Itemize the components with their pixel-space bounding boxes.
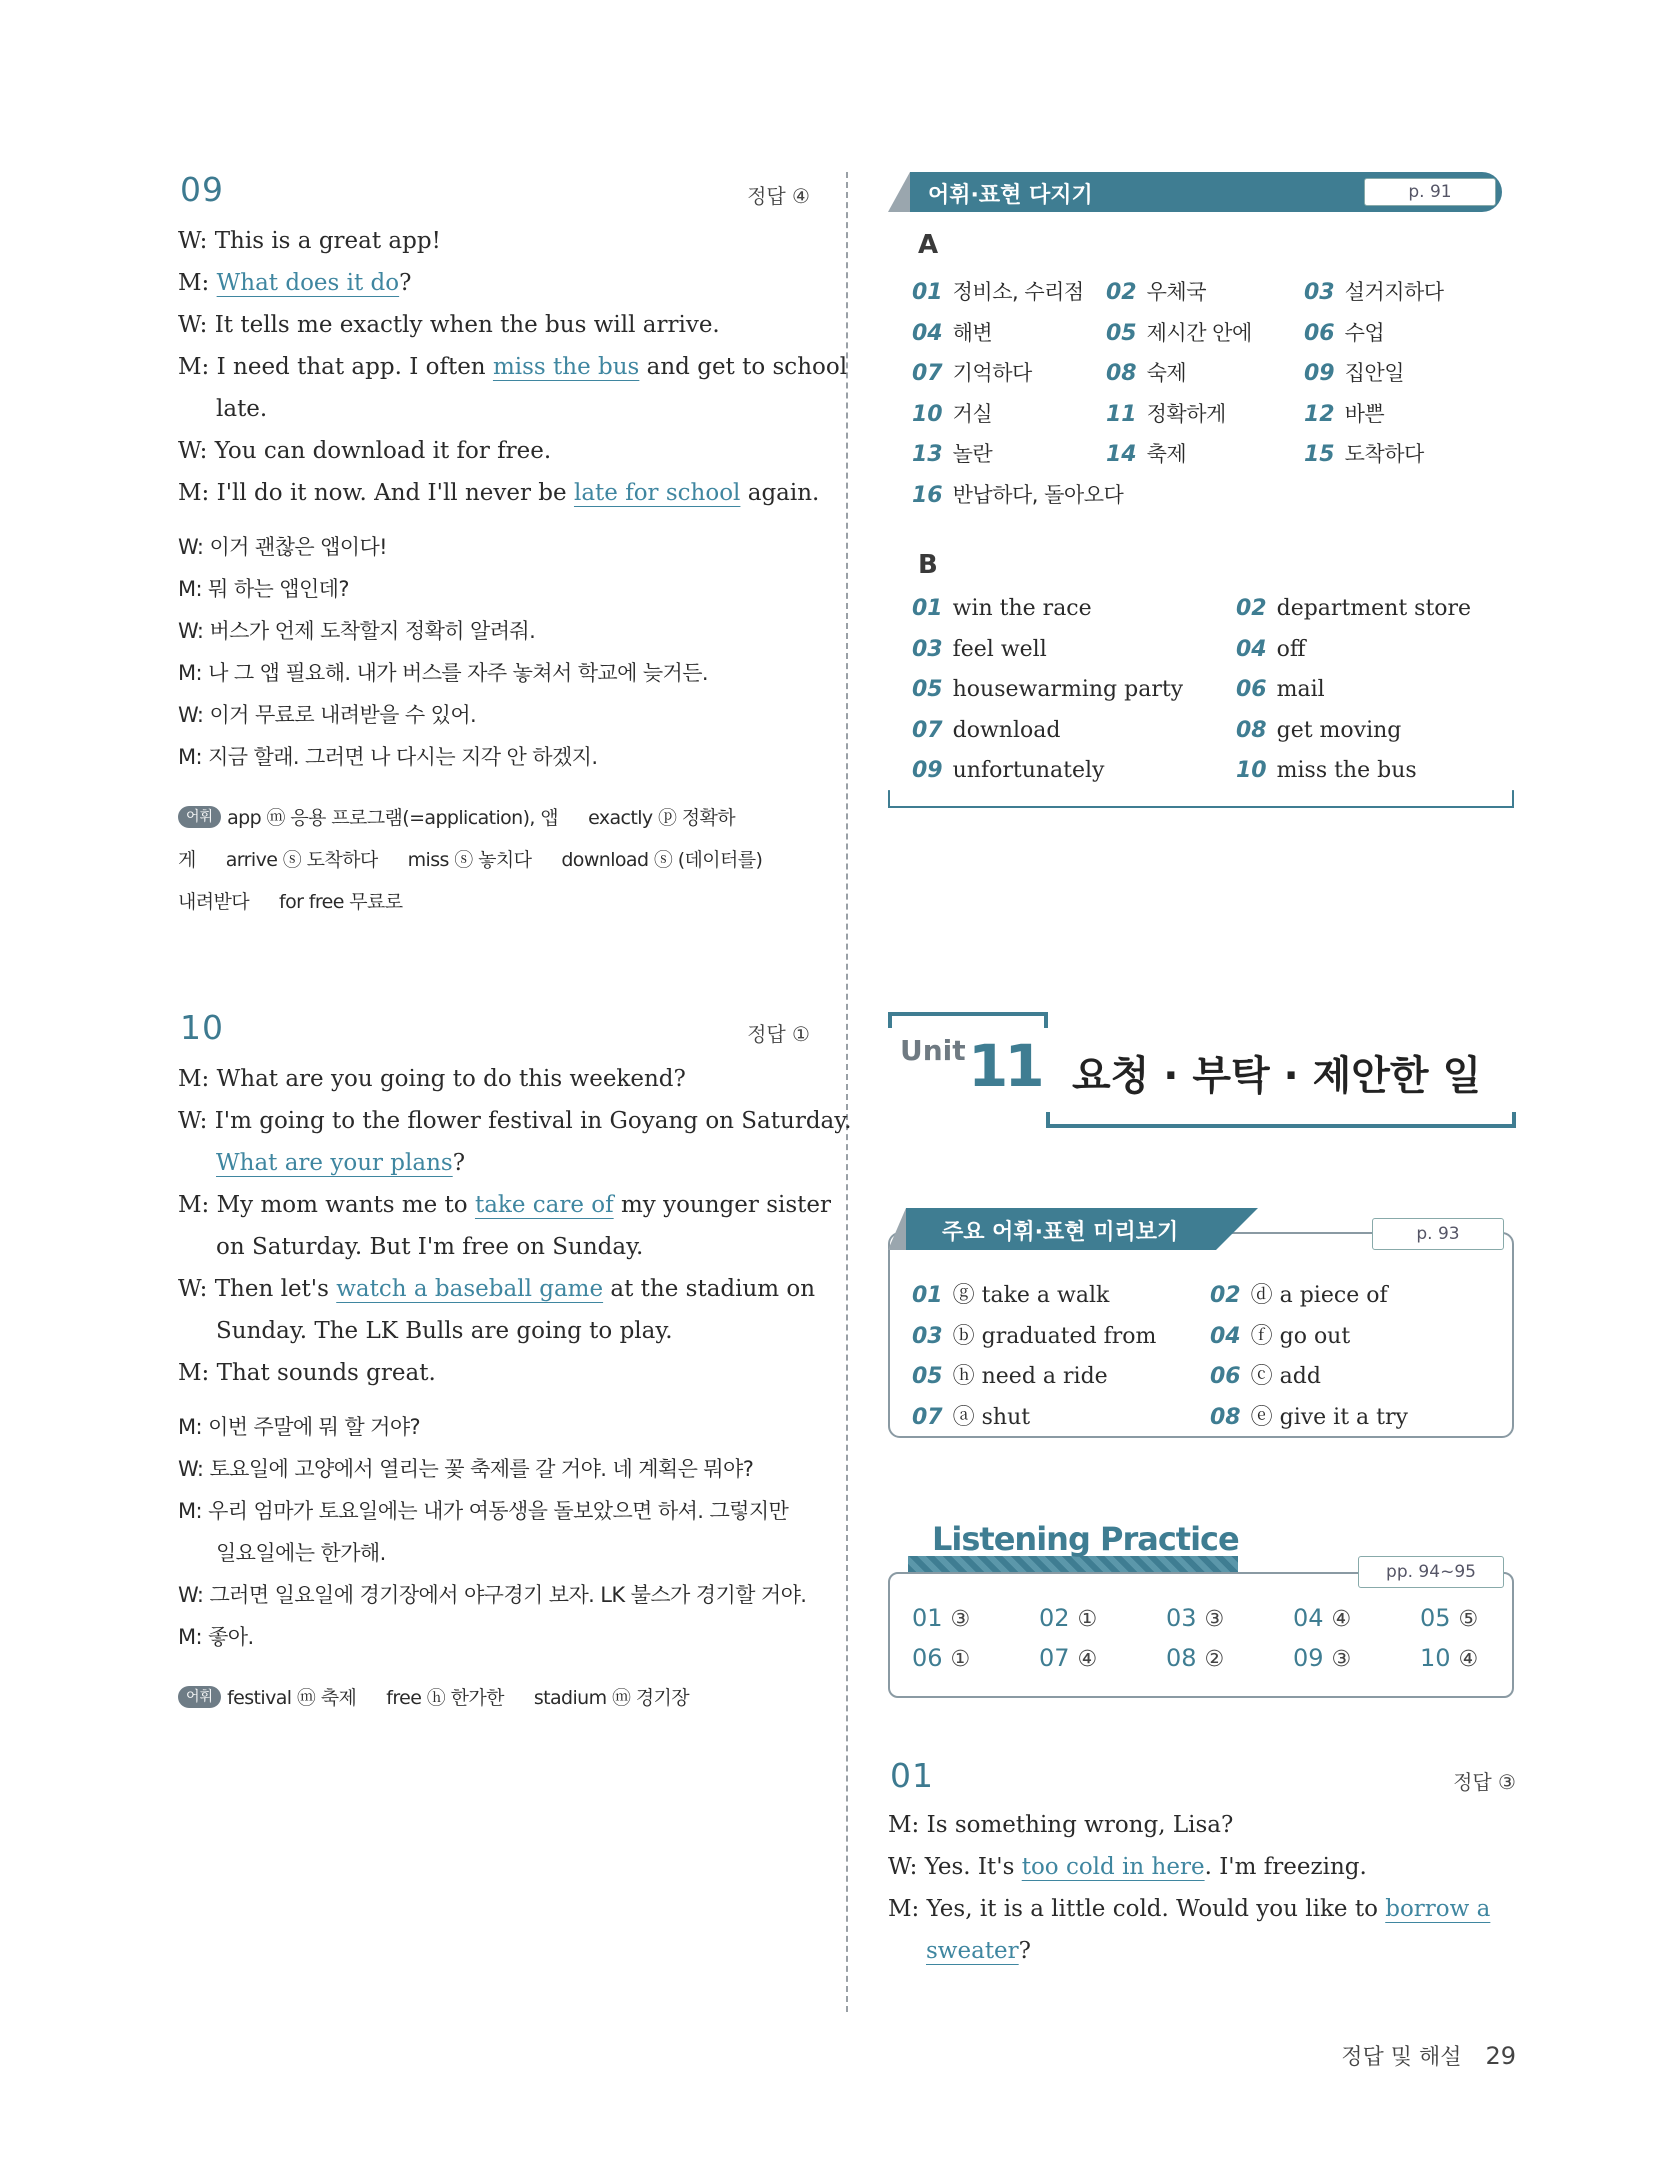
item-text: ⓗ need a ride [952, 1364, 1108, 1389]
item-text: win the race [952, 596, 1092, 621]
speaker-label: M: [178, 1192, 210, 1218]
dialogue-line [178, 394, 810, 436]
answer-item [1106, 438, 1186, 468]
answer-item [1106, 398, 1226, 428]
translation-text: 지금 할래. 그러면 나 다시는 지각 안 하겠지. [208, 745, 598, 769]
item-number: 08 [1106, 361, 1137, 386]
item-text: 숙제 [1146, 361, 1187, 385]
section-a-label: A [918, 230, 939, 260]
translation-line [178, 1496, 810, 1538]
dialogue-text: ? [1018, 1938, 1032, 1964]
speaker-label: M: [178, 577, 202, 601]
translation-text: 뭐 하는 앱인데? [208, 577, 349, 601]
dialogue-line [178, 310, 810, 352]
speaker-label: M: [178, 270, 210, 296]
page-reference: pp. 94~95 [1358, 1556, 1504, 1588]
speaker-label: W: [178, 703, 204, 727]
item-text: 집안일 [1344, 361, 1404, 385]
item-number: 08 [1236, 717, 1267, 743]
item-number: 05 [1106, 320, 1137, 346]
answer-item [912, 1359, 1108, 1390]
listening-answer [1039, 1604, 1097, 1632]
key-phrase: miss the bus [492, 354, 640, 380]
listening-answer [912, 1604, 970, 1632]
key-phrase: too cold in here [1021, 1854, 1205, 1880]
question-01-header [888, 1756, 1516, 1806]
vocabulary-item: free ⓗ 한가한 [386, 1687, 504, 1709]
preview-banner [906, 1208, 1216, 1250]
listening-answer [912, 1644, 970, 1672]
key-phrase: borrow a [1385, 1896, 1491, 1922]
dialogue-line [178, 1148, 810, 1190]
vocabulary-item: festival ⓜ 축제 [227, 1687, 357, 1709]
question-09-translation [178, 532, 810, 784]
item-number: 11 [1106, 401, 1137, 427]
item-text: 수업 [1344, 320, 1385, 345]
dialogue-text: I'll do it now. And I'll never be [216, 480, 574, 506]
item-number: 09 [1304, 361, 1335, 386]
vocabulary-item: stadium ⓜ 경기장 [533, 1687, 690, 1709]
translation-line [178, 700, 810, 742]
item-text: 제시간 안에 [1146, 320, 1252, 345]
vocabulary-badge: 어휘 [178, 806, 221, 828]
translation-text: 이번 주말에 뭐 할 거야? [208, 1415, 421, 1439]
dialogue-text: Yes. It's [924, 1854, 1022, 1880]
key-phrase: late for school [573, 480, 741, 506]
dialogue-text: What are you going to do this weekend? [216, 1066, 686, 1092]
answer-item [912, 438, 992, 468]
answer-item [912, 596, 1092, 621]
item-text: get moving [1276, 717, 1402, 743]
answer-item [1304, 398, 1384, 428]
dialogue-line [178, 1358, 810, 1400]
answer-item [912, 357, 1032, 387]
answer-mark: ② [1204, 1647, 1225, 1672]
speaker-label: M: [178, 1066, 210, 1092]
answer-item [912, 276, 1084, 306]
answer-item [1106, 317, 1252, 347]
item-number: 07 [912, 717, 943, 743]
answer-item [1236, 596, 1471, 621]
item-text: 우체국 [1146, 280, 1206, 304]
item-text: 축제 [1146, 442, 1187, 466]
translation-text: 버스가 언제 도착할지 정확히 알려줘. [209, 619, 536, 643]
answer-item [1236, 637, 1306, 662]
translation-line [178, 616, 810, 658]
item-number: 06 [912, 1644, 943, 1672]
item-number: 04 [1236, 636, 1267, 662]
translation-line [178, 1538, 810, 1580]
answer-label: 정답 ④ [747, 184, 810, 208]
answer-item [1304, 438, 1424, 468]
item-number: 16 [912, 482, 943, 508]
section-b-label: B [918, 550, 938, 580]
item-number: 04 [1293, 1604, 1324, 1632]
speaker-label: M: [178, 1499, 202, 1523]
unit-header [888, 1012, 1516, 1136]
dialogue-line [178, 478, 820, 520]
dialogue-line [178, 1064, 810, 1106]
dialogue-text: and get to school [639, 354, 848, 380]
vocabulary-item: app ⓜ 응용 프로그램(=application), 앱 [227, 807, 559, 829]
item-text: 바쁜 [1344, 401, 1385, 426]
answer-mark: ④ [1077, 1647, 1098, 1672]
answer-item [1304, 357, 1404, 387]
item-number: 02 [1106, 280, 1137, 305]
item-number: 01 [912, 596, 943, 621]
item-number: 05 [1420, 1604, 1451, 1632]
speaker-label: M: [178, 745, 202, 769]
translation-line [178, 1622, 810, 1664]
speaker-label: W: [178, 1583, 204, 1607]
column-divider [846, 172, 848, 2012]
dialogue-text: Is something wrong, Lisa? [926, 1812, 1234, 1838]
speaker-label: W: [178, 228, 208, 254]
key-phrase: sweater [926, 1938, 1019, 1964]
speaker-label: M: [888, 1812, 920, 1838]
vocab-review-title: 어휘·표현 다지기 [928, 183, 1093, 208]
dialogue-text: Then let's [214, 1276, 337, 1302]
item-text: 놀란 [952, 442, 993, 466]
speaker-label: W: [178, 312, 208, 338]
item-number: 07 [1039, 1644, 1070, 1672]
answer-mark: ① [1077, 1607, 1098, 1632]
translation-line [178, 1580, 810, 1622]
listening-wave-decoration [908, 1556, 1238, 1572]
speaker-label: M: [178, 480, 210, 506]
translation-line [178, 574, 810, 616]
answer-item [1106, 276, 1206, 306]
unit-title: 요청 · 부탁 · 제안한 일 [1072, 1053, 1482, 1099]
page-number: 29 [1485, 2042, 1516, 2070]
item-number: 03 [912, 1323, 943, 1349]
translation-text: 나 그 앱 필요해. 내가 버스를 자주 놓쳐서 학교에 늦거든. [208, 661, 708, 685]
item-number: 01 [912, 280, 943, 305]
item-number: 01 [912, 1604, 943, 1632]
dialogue-text: . I'm freezing. [1204, 1854, 1367, 1880]
speaker-label: W: [178, 1457, 204, 1481]
listening-answer [1420, 1604, 1478, 1632]
key-phrase: What are your plans [216, 1150, 453, 1176]
page-reference: p. 93 [1372, 1218, 1504, 1250]
answer-item [1304, 317, 1384, 347]
item-number: 08 [1166, 1644, 1197, 1672]
dialogue-line [888, 1810, 1516, 1852]
question-09-dialogue [178, 226, 848, 520]
speaker-label: M: [888, 1896, 920, 1922]
dialogue-line [178, 1274, 816, 1316]
speaker-label: W: [888, 1854, 918, 1880]
vocabulary-item: 내려받다 [178, 891, 250, 913]
vocabulary-line [178, 880, 810, 922]
dialogue-text: It tells me exactly when the bus will arrive. [214, 312, 720, 338]
dialogue-text: again. [740, 480, 820, 506]
speaker-label: W: [178, 1108, 208, 1134]
answer-item [1210, 1400, 1408, 1431]
banner-triangle [888, 1208, 906, 1250]
listening-practice-title: Listening Practice [932, 1520, 1239, 1558]
listening-answer [1293, 1644, 1351, 1672]
answer-item [1236, 758, 1417, 783]
item-text: department store [1276, 596, 1472, 621]
translation-text: 이거 괜찮은 앱이다! [209, 535, 387, 559]
answer-item [912, 1319, 1156, 1350]
translation-text: 우리 엄마가 토요일에는 내가 여동생을 돌보았으면 하셔. 그렇지만 [208, 1499, 789, 1523]
translation-text: 이거 무료로 내려받을 수 있어. [209, 703, 477, 727]
speaker-label: M: [178, 1415, 202, 1439]
dialogue-line [178, 1232, 810, 1274]
answer-item [912, 718, 1060, 743]
translation-line [178, 1412, 810, 1454]
speaker-label: M: [178, 1625, 202, 1649]
item-text: 기억하다 [952, 361, 1032, 385]
dialogue-line [178, 226, 810, 268]
listening-answer [1039, 1644, 1097, 1672]
key-phrase: watch a baseball game [336, 1276, 604, 1302]
answer-item [912, 1278, 1109, 1309]
answer-label: 정답 ③ [1453, 1770, 1516, 1794]
answer-item [912, 479, 1123, 509]
vocabulary-badge: 어휘 [178, 1686, 221, 1708]
dialogue-line [178, 1106, 852, 1148]
vocab-review-banner [888, 172, 1516, 212]
answer-item [1304, 276, 1444, 306]
translation-text: 좋아. [208, 1625, 254, 1649]
translation-text: 그러면 일요일에 경기장에서 야구경기 보자. LK 불스가 경기할 거야. [209, 1583, 807, 1607]
vocabulary-line [178, 796, 810, 838]
unit-bracket-bottom [1046, 1112, 1516, 1128]
item-number: 06 [1236, 677, 1267, 702]
footer-label: 정답 및 해설 [1341, 2045, 1462, 2070]
vocabulary-item: arrive ⓢ 도착하다 [225, 849, 378, 871]
listening-answer [1166, 1644, 1224, 1672]
preview-title: 주요 어휘·표현 미리보기 [942, 1220, 1179, 1245]
item-text: ⓔ give it a try [1250, 1404, 1408, 1430]
answer-item [1210, 1359, 1321, 1390]
translation-text: 일요일에는 한가해. [216, 1541, 386, 1565]
dialogue-line [178, 1190, 831, 1232]
item-number: 04 [1210, 1323, 1241, 1349]
answer-item [1106, 357, 1186, 387]
item-number: 05 [912, 677, 943, 702]
item-text: download [952, 717, 1061, 743]
speaker-label: W: [178, 438, 208, 464]
item-text: ⓑ graduated from [952, 1323, 1157, 1349]
question-01-dialogue [888, 1810, 1516, 1978]
item-number: 08 [1210, 1404, 1241, 1430]
vocabulary-item: for free 무료로 [279, 891, 403, 913]
item-text: 정비소, 수리점 [952, 280, 1084, 304]
item-text: miss the bus [1276, 758, 1417, 783]
item-number: 09 [1293, 1644, 1324, 1672]
key-phrase: take care of [474, 1192, 614, 1218]
item-text: 정확하게 [1146, 401, 1226, 426]
item-text: ⓐ shut [952, 1404, 1031, 1430]
item-number: 12 [1304, 401, 1335, 427]
vocabulary-line [178, 1676, 810, 1718]
item-number: 05 [912, 1364, 943, 1389]
item-number: 10 [1236, 758, 1267, 783]
item-text: ⓕ go out [1250, 1323, 1351, 1349]
question-number: 10 [180, 1008, 224, 1047]
listening-answer [1166, 1604, 1224, 1632]
question-number: 01 [890, 1756, 934, 1795]
speaker-label: M: [178, 1360, 210, 1386]
speaker-label: M: [178, 354, 210, 380]
listening-answer [1293, 1604, 1351, 1632]
item-text: ⓒ add [1250, 1364, 1321, 1389]
item-text: 반납하다, 돌아오다 [952, 482, 1124, 507]
translation-line [178, 1454, 810, 1496]
speaker-label: M: [178, 661, 202, 685]
answer-mark: ③ [1204, 1607, 1225, 1632]
dialogue-text: ? [452, 1150, 466, 1176]
item-number: 03 [912, 636, 943, 662]
unit-bracket-top [888, 1012, 1048, 1028]
translation-text: 토요일에 고양에서 열리는 꽃 축제를 갈 거야. 네 계획은 뭐야? [209, 1457, 754, 1481]
listening-frame [888, 1572, 1514, 1698]
dialogue-line [888, 1936, 1516, 1978]
answer-mark: ③ [1331, 1647, 1352, 1672]
translation-line [178, 658, 810, 700]
item-text: feel well [952, 636, 1047, 662]
answer-item [912, 637, 1047, 662]
banner-tail [1216, 1208, 1258, 1250]
item-number: 15 [1304, 442, 1335, 467]
item-text: ⓖ take a walk [952, 1283, 1110, 1308]
vocabulary-item: download ⓢ (데이터를) [561, 849, 763, 871]
answer-mark: ④ [1458, 1647, 1479, 1672]
item-text: 해변 [952, 320, 993, 345]
speaker-label: W: [178, 619, 204, 643]
dialogue-text: Yes, it is a little cold. Would you like to [926, 1896, 1386, 1922]
vocabulary-line [178, 838, 810, 880]
answer-item [912, 398, 992, 428]
answer-item [1236, 718, 1401, 743]
item-number: 06 [1304, 320, 1335, 346]
answer-item [1210, 1278, 1388, 1309]
dialogue-text: on Saturday. But I'm free on Sunday. [216, 1234, 644, 1260]
translation-line [178, 742, 810, 784]
item-text: ⓓ a piece of [1250, 1283, 1388, 1308]
item-number: 10 [1420, 1644, 1451, 1672]
dialogue-text: at the stadium on [603, 1276, 816, 1302]
answer-item [912, 758, 1105, 783]
item-text: mail [1276, 677, 1325, 702]
item-text: 설거지하다 [1344, 280, 1444, 304]
page-footer [1341, 2040, 1516, 2071]
dialogue-line [888, 1852, 1516, 1894]
item-number: 14 [1106, 442, 1137, 467]
item-text: off [1276, 636, 1306, 662]
answer-mark: ③ [950, 1607, 971, 1632]
answer-mark: ① [950, 1647, 971, 1672]
vocabulary-item: exactly ⓟ 정확하 [588, 807, 736, 829]
speaker-label: W: [178, 1276, 208, 1302]
item-number: 10 [912, 401, 943, 427]
item-number: 07 [912, 1404, 943, 1430]
dialogue-text: I need that app. I often [216, 354, 493, 380]
answer-mark: ⑤ [1458, 1607, 1479, 1632]
answer-item [912, 1400, 1030, 1431]
question-10-translation [178, 1412, 810, 1664]
question-10-header [178, 1008, 810, 1058]
item-number: 03 [1304, 280, 1335, 305]
dialogue-line [178, 268, 810, 310]
dialogue-line [178, 436, 810, 478]
dialogue-line [888, 1894, 1516, 1936]
page-reference: p. 91 [1364, 178, 1496, 206]
question-number: 09 [180, 170, 224, 209]
item-text: 거실 [952, 401, 993, 426]
key-phrase: What does it do [216, 270, 400, 296]
dialogue-text: This is a great app! [214, 228, 441, 254]
dialogue-text: my younger sister [613, 1192, 831, 1218]
vocabulary-item: 게 [178, 849, 196, 871]
dialogue-text: late. [216, 396, 268, 422]
dialogue-text: You can download it for free. [214, 438, 552, 464]
item-text: housewarming party [952, 677, 1184, 702]
banner-triangle [888, 172, 910, 212]
answer-item [912, 317, 992, 347]
answer-item [1236, 677, 1325, 702]
question-10-dialogue [178, 1064, 852, 1400]
dialogue-text: My mom wants me to [216, 1192, 475, 1218]
question-09-vocabulary [178, 796, 810, 922]
item-number: 06 [1210, 1364, 1241, 1389]
vocabulary-item: miss ⓢ 놓치다 [407, 849, 532, 871]
question-10-vocabulary [178, 1676, 810, 1718]
dialogue-line [178, 1316, 810, 1358]
item-text: 도착하다 [1344, 442, 1424, 466]
unit-label: Unit [900, 1034, 966, 1067]
item-number: 02 [1236, 596, 1267, 621]
speaker-label: W: [178, 535, 204, 559]
listening-answer [1420, 1644, 1478, 1672]
item-number: 09 [912, 758, 943, 783]
answer-mark: ④ [1331, 1607, 1352, 1632]
question-09-header [178, 170, 810, 220]
dialogue-text: That sounds great. [216, 1360, 436, 1386]
answer-label: 정답 ① [747, 1022, 810, 1046]
dialogue-text: Sunday. The LK Bulls are going to play. [216, 1318, 673, 1344]
item-number: 13 [912, 442, 943, 467]
unit-number: 11 [968, 1032, 1041, 1100]
translation-line [178, 532, 810, 574]
item-number: 04 [912, 320, 943, 346]
dialogue-text: ? [399, 270, 412, 296]
item-number: 02 [1039, 1604, 1070, 1632]
dialogue-text: I'm going to the flower festival in Goyang on Saturday. [214, 1108, 852, 1134]
answer-item [1210, 1319, 1350, 1350]
answer-item [912, 677, 1183, 702]
item-number: 03 [1166, 1604, 1197, 1632]
item-number: 07 [912, 361, 943, 386]
dialogue-line [178, 352, 848, 394]
item-text: unfortunately [952, 758, 1105, 783]
item-number: 01 [912, 1283, 943, 1308]
item-number: 02 [1210, 1283, 1241, 1308]
